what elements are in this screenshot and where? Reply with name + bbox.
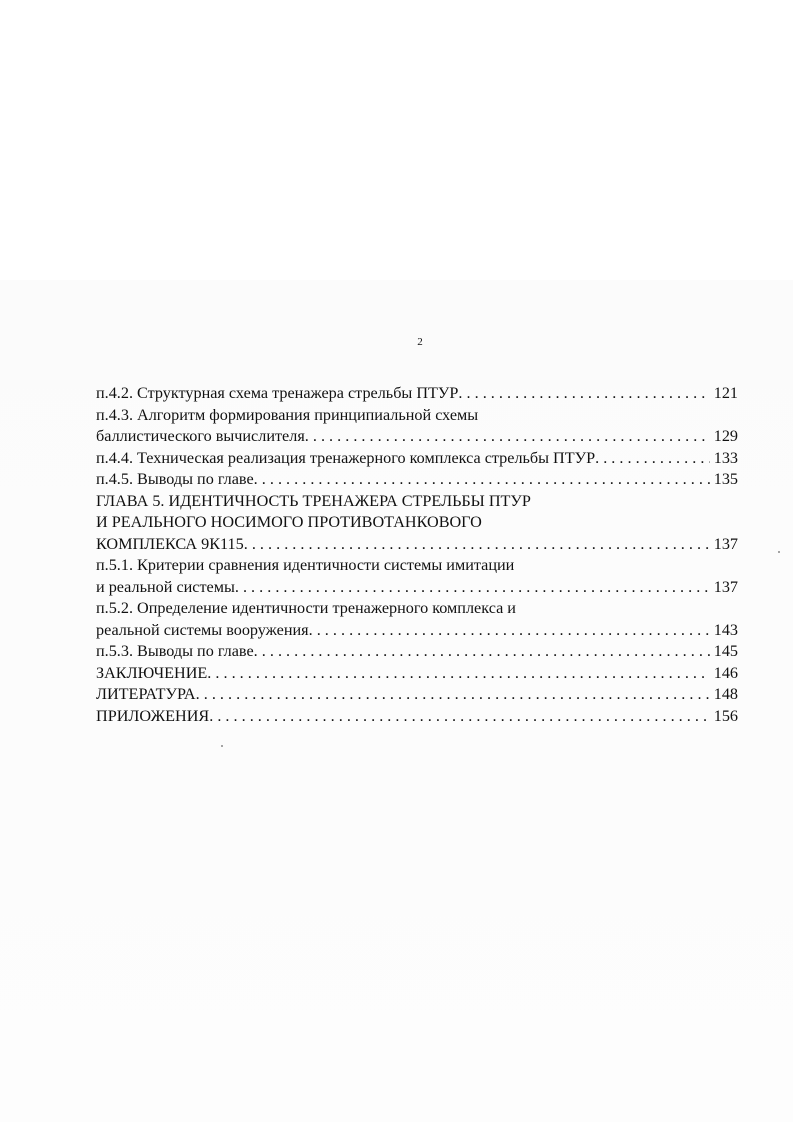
toc-entry-line [96, 706, 738, 728]
toc-entry-line [96, 405, 738, 427]
toc-entry [96, 405, 738, 448]
toc-entry-title: И РЕАЛЬНОГО НОСИМОГО ПРОТИВОТАНКОВОГО [96, 513, 482, 531]
toc-entry-title: п.5.1. Критерии сравнения идентичности системы имитации [96, 556, 515, 574]
toc-entry-line [96, 663, 738, 685]
dot-leader [254, 641, 710, 663]
toc-entry-line [96, 469, 738, 491]
dot-leader [196, 684, 710, 706]
toc-entry-title: и реальной системы [96, 577, 235, 596]
toc-entry-line [96, 555, 738, 577]
page-number: 2 [417, 336, 423, 348]
dot-leader [309, 620, 710, 642]
dot-leader [207, 663, 709, 685]
toc-entry-line [96, 684, 738, 706]
toc-entry [96, 598, 738, 641]
toc-entry-title: КОМПЛЕКСА 9К115 [96, 534, 244, 553]
dot-leader [235, 577, 710, 599]
toc-entry-page: 148 [713, 685, 738, 703]
toc-entry-page: 135 [713, 470, 738, 488]
toc-entry [96, 684, 738, 706]
dot-leader [244, 534, 710, 556]
toc-entry [96, 706, 738, 728]
toc-entry-page: 121 [713, 384, 738, 402]
scan-speck [221, 745, 223, 747]
dot-leader [209, 706, 710, 728]
toc-entry [96, 383, 738, 405]
toc-entry-page: 145 [713, 642, 738, 660]
toc-entry-page: 156 [713, 706, 738, 725]
toc-entry-line [96, 620, 738, 642]
toc-entry-line [96, 426, 738, 448]
toc-entry-page: 129 [713, 427, 738, 445]
toc-entry-title: п.4.5. Выводы по главе [96, 470, 254, 488]
toc-entry-title: п.4.3. Алгоритм формирования принципиальной схемы [96, 405, 479, 424]
toc-entry [96, 469, 738, 491]
toc-entry-page: 137 [713, 577, 738, 596]
toc-entry-title: п.4.4. Техническая реализация тренажерного комплекса стрельбы ПТУР [96, 448, 596, 467]
toc-entry-title: п.5.2. Определение идентичности тренажерного комплекса и [96, 599, 516, 617]
toc-entry-line [96, 598, 738, 620]
toc-entry [96, 448, 738, 470]
toc-entry-title: ПРИЛОЖЕНИЯ [96, 706, 210, 725]
toc-entry [96, 641, 738, 663]
dot-leader [305, 426, 710, 448]
toc-entry-line [96, 512, 738, 534]
toc-entry-page: 133 [713, 448, 738, 467]
toc-entry-line [96, 577, 738, 599]
toc-entry-title: ЗАКЛЮЧЕНИЕ [96, 663, 208, 682]
toc-entry-line [96, 491, 738, 513]
toc-entry-page: 143 [713, 620, 738, 639]
dot-leader [458, 383, 709, 405]
toc-entry [96, 491, 738, 556]
toc-entry-line [96, 383, 738, 405]
toc-entry-title: реальной системы вооружения [96, 620, 309, 639]
toc-entry-title: баллистического вычислителя [96, 427, 305, 445]
toc-entry-title: ГЛАВА 5. ИДЕНТИЧНОСТЬ ТРЕНАЖЕРА СТРЕЛЬБЫ ПТУР [96, 491, 531, 510]
toc-entry-page: 137 [713, 534, 738, 553]
table-of-contents [96, 383, 738, 727]
toc-entry-line [96, 448, 738, 470]
toc-entry [96, 663, 738, 685]
toc-entry-page: 146 [713, 663, 738, 682]
scan-speck [778, 551, 780, 553]
toc-entry-title: п.4.2. Структурная схема тренажера стрельбы ПТУР [96, 384, 459, 402]
toc-entry-line [96, 641, 738, 663]
toc-entry [96, 555, 738, 598]
dot-leader [595, 448, 710, 470]
dot-leader [254, 469, 710, 491]
toc-entry-title: ЛИТЕРАТУРА [96, 685, 196, 703]
toc-entry-line [96, 534, 738, 556]
toc-entry-title: п.5.3. Выводы по главе [96, 642, 254, 660]
